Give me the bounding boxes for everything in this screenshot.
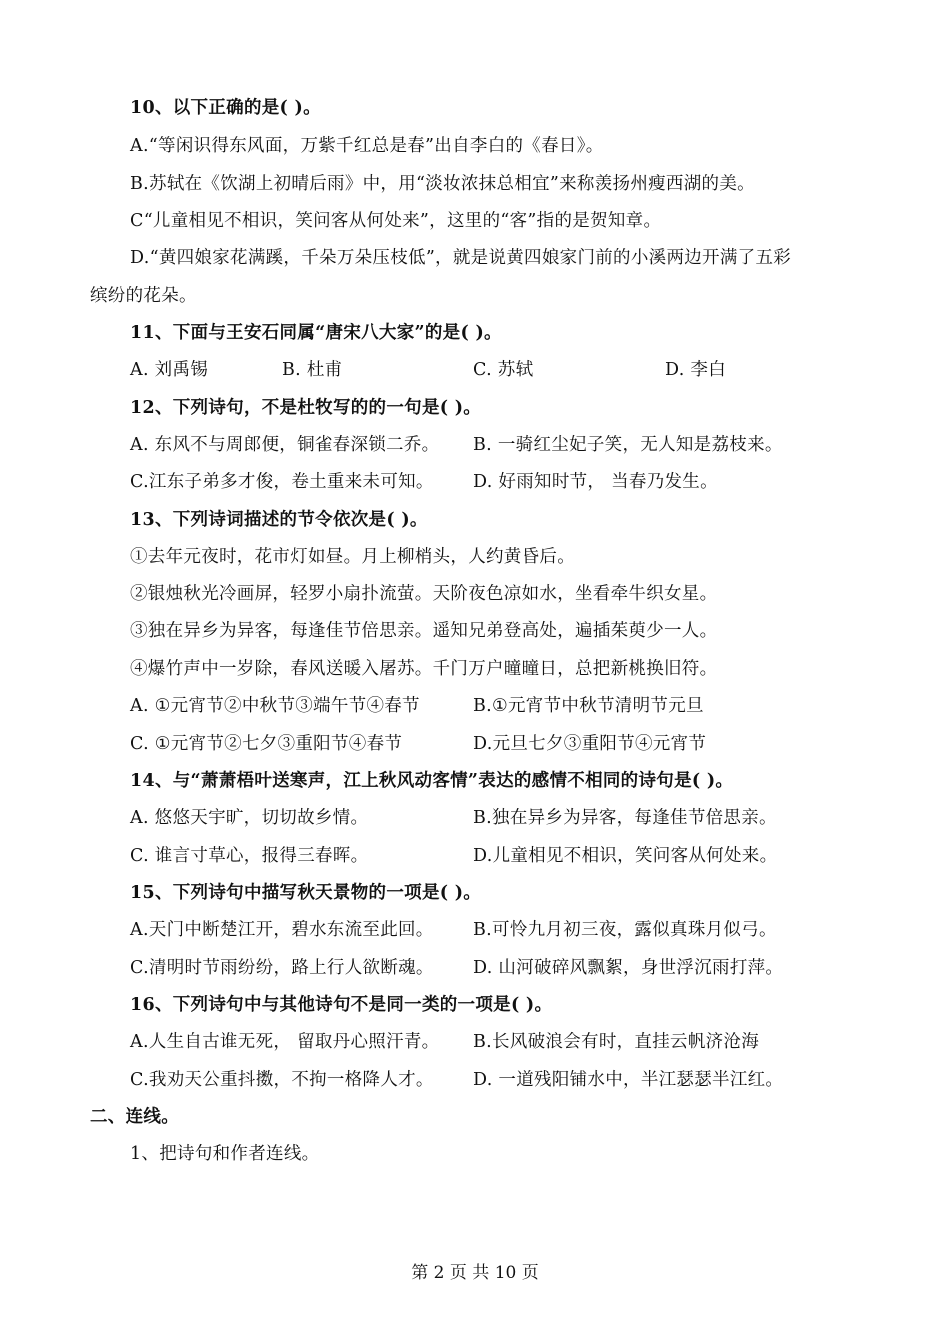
question-11-options: [130, 355, 850, 385]
page-number-footer: 第 2 页 共 10 页: [411, 1263, 539, 1283]
section-2-heading: 二、连线。: [90, 1107, 179, 1127]
question-13-options-row1: [130, 691, 850, 721]
question-13-options-row2: [130, 729, 850, 759]
question-12-option-c: C.江东子弟多才俊，卷土重来未可知。: [130, 472, 434, 492]
question-12-options-row2: [130, 467, 850, 497]
question-15-options-row1: [130, 915, 850, 945]
question-14-title: 14、与“萧萧梧叶送寒声，江上秋风动客情”表达的感情不相同的诗句是( )。: [130, 771, 734, 791]
question-13-title: 13、下列诗词描述的节令依次是( )。: [130, 510, 428, 530]
question-15-option-d: D. 山河破碎风飘絮，身世浮沉雨打萍。: [473, 958, 784, 978]
question-15-option-a: A.天门中断楚江开，碧水东流至此回。: [130, 920, 434, 940]
question-13-option-c: C. ①元宵节②七夕③重阳节④春节: [130, 734, 403, 754]
question-13-poem-4: ④爆竹声中一岁除，春风送暖入屠苏。千门万户曈曈日，总把新桃换旧符。: [130, 659, 718, 679]
question-14-option-c: C. 谁言寸草心，报得三春晖。: [130, 846, 369, 866]
question-13-poem-2: ②银烛秋光冷画屏，轻罗小扇扑流萤。天阶夜色凉如水，坐看牵牛织女星。: [130, 584, 718, 604]
question-15-options-row2: [130, 953, 850, 983]
question-15-option-c: C.清明时节雨纷纷，路上行人欲断魂。: [130, 958, 434, 978]
question-10-option-d-line2: 缤纷的花朵。: [90, 286, 197, 306]
question-10-option-b: B.苏轼在《饮湖上初晴后雨》中，用“淡妆浓抹总相宜”来称羡扬州瘦西湖的美。: [130, 174, 755, 194]
question-10-title: 10、以下正确的是( )。: [130, 98, 321, 118]
question-12-option-b: B. 一骑红尘妃子笑，无人知是荔枝来。: [473, 435, 783, 455]
question-13-option-b: B.①元宵节中秋节清明节元旦: [473, 696, 704, 716]
question-16-options-row1: [130, 1027, 850, 1057]
question-11-option-d: D. 李白: [665, 360, 727, 380]
question-12-options-row1: [130, 430, 850, 460]
question-13-poem-1: ①去年元夜时，花市灯如昼。月上柳梢头，人约黄昏后。: [130, 547, 575, 567]
question-15-option-b: B.可怜九月初三夜，露似真珠月似弓。: [473, 920, 777, 940]
question-12-title: 12、下列诗句，不是杜牧写的的一句是( )。: [130, 398, 482, 418]
question-12-option-d: D. 好雨知时节， 当春乃发生。: [473, 472, 718, 492]
question-11-option-c: C. 苏轼: [473, 360, 534, 380]
section-2-item-1: 1、把诗句和作者连线。: [130, 1144, 320, 1164]
question-12-option-a: A. 东风不与周郎便，铜雀春深锁二乔。: [130, 435, 440, 455]
question-16-option-b: B.长风破浪会有时，直挂云帆济沧海: [473, 1032, 760, 1052]
question-14-option-b: B.独在异乡为异客，每逢佳节倍思亲。: [473, 808, 777, 828]
question-16-option-c: C.我劝天公重抖擞，不拘一格降人才。: [130, 1070, 434, 1090]
question-11-title: 11、下面与王安石同属“唐宋八大家”的是( )。: [130, 323, 502, 343]
question-13-option-d: D.元旦七夕③重阳节④元宵节: [473, 734, 707, 754]
question-15-title: 15、下列诗句中描写秋天景物的一项是( )。: [130, 883, 482, 903]
question-14-options-row1: [130, 803, 850, 833]
question-14-option-a: A. 悠悠天宇旷，切切故乡情。: [130, 808, 369, 828]
question-11-option-a: A. 刘禹锡: [130, 360, 209, 380]
question-16-option-a: A.人生自古谁无死， 留取丹心照汗青。: [130, 1032, 440, 1052]
question-16-option-d: D. 一道残阳铺水中，半江瑟瑟半江红。: [473, 1070, 784, 1090]
question-13-poem-3: ③独在异乡为异客，每逢佳节倍思亲。遥知兄弟登高处，遍插茱萸少一人。: [130, 621, 718, 641]
question-14-option-d: D.儿童相见不相识，笑问客从何处来。: [473, 846, 778, 866]
question-11-option-b: B. 杜甫: [282, 360, 343, 380]
question-13-option-a: A. ①元宵节②中秋节③端午节④春节: [130, 696, 420, 716]
question-16-title: 16、下列诗句中与其他诗句不是同一类的一项是( )。: [130, 995, 553, 1015]
question-16-options-row2: [130, 1065, 850, 1095]
question-10-option-c: C“儿童相见不相识，笑问客从何处来”，这里的“客”指的是贺知章。: [130, 211, 662, 231]
question-10-option-a: A.“等闲识得东风面，万紫千红总是春”出自李白的《春日》。: [130, 136, 604, 156]
question-14-options-row2: [130, 841, 850, 871]
question-10-option-d-line1: D.“黄四娘家花满蹊，千朵万朵压枝低”，就是说黄四娘家门前的小溪两边开满了五彩: [130, 248, 792, 268]
